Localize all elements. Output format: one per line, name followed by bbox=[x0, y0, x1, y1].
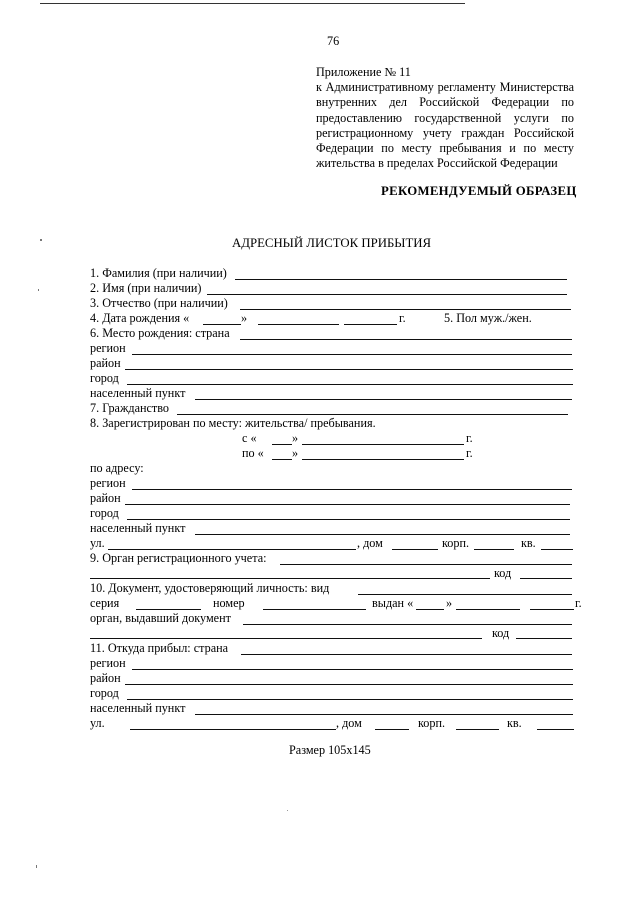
size-note: Размер 105х145 bbox=[289, 743, 371, 757]
label-to: по « bbox=[242, 446, 264, 460]
year-suffix: г. bbox=[466, 431, 473, 445]
field-line-settlement[interactable] bbox=[195, 399, 572, 400]
field-line-issuer-2[interactable] bbox=[90, 638, 482, 639]
field-line-name[interactable] bbox=[207, 294, 567, 295]
field-label-code: код bbox=[492, 626, 510, 640]
annex-line: к Административному регламенту Министерства bbox=[316, 80, 574, 95]
page-number: 76 bbox=[327, 34, 340, 48]
field-line-district[interactable] bbox=[125, 369, 573, 370]
field-label-surname: 1. Фамилия (при наличии) bbox=[90, 266, 227, 280]
form-title: АДРЕСНЫЙ ЛИСТОК ПРИБЫТИЯ bbox=[232, 236, 432, 250]
scan-speck bbox=[40, 239, 42, 241]
field-label-street: ул. bbox=[90, 716, 105, 730]
field-label-birth-country: 6. Место рождения: страна bbox=[90, 326, 230, 340]
field-line-from-month-year[interactable] bbox=[302, 444, 464, 445]
field-line-arr-street[interactable] bbox=[130, 729, 336, 730]
quote-close: » bbox=[446, 596, 453, 610]
recommended-sample-heading: РЕКОМЕНДУЕМЫЙ ОБРАЗЕЦ bbox=[381, 184, 577, 198]
field-line-reg-street[interactable] bbox=[108, 549, 356, 550]
field-label-region: регион bbox=[90, 656, 126, 670]
annex-line: внутренних дел Российской Федерации по bbox=[316, 95, 574, 110]
field-line-reg-house[interactable] bbox=[392, 549, 438, 550]
field-label-building: корп. bbox=[418, 716, 446, 730]
annex-block bbox=[316, 65, 574, 171]
field-label-settlement: населенный пункт bbox=[90, 386, 186, 400]
field-line-doc-number[interactable] bbox=[263, 609, 366, 610]
field-label-city: город bbox=[90, 371, 119, 385]
field-label-identity-doc: 10. Документ, удостоверяющий личность: вид bbox=[90, 581, 330, 595]
field-line-arr-building[interactable] bbox=[456, 729, 499, 730]
field-label-region: регион bbox=[90, 341, 126, 355]
field-line-patronymic[interactable] bbox=[240, 309, 571, 310]
field-line-reg-building[interactable] bbox=[474, 549, 514, 550]
field-line-reg-district[interactable] bbox=[125, 504, 570, 505]
annex-title: Приложение № 11 bbox=[316, 65, 411, 79]
year-suffix: г. bbox=[399, 311, 406, 325]
label-by-address: по адресу: bbox=[90, 461, 144, 475]
field-line-from-day[interactable] bbox=[272, 444, 292, 445]
field-label-gender: 5. Пол муж./жен. bbox=[444, 311, 532, 325]
annex-line: Федерации по месту пребывания и по месту bbox=[316, 141, 574, 156]
field-label-registered: 8. Зарегистрирован по месту: жительства/ пребывания. bbox=[90, 416, 376, 430]
quote-close: » bbox=[292, 431, 299, 445]
field-label-arrived-country: 11. Откуда прибыл: страна bbox=[90, 641, 229, 655]
field-line-identity-doc-type[interactable] bbox=[358, 594, 572, 595]
field-line-arr-district[interactable] bbox=[125, 684, 573, 685]
field-line-reg-apartment[interactable] bbox=[541, 549, 573, 550]
field-line-reg-city[interactable] bbox=[127, 519, 570, 520]
field-line-birth-year[interactable] bbox=[344, 324, 397, 325]
field-label-house: , дом bbox=[336, 716, 362, 730]
field-line-reg-region[interactable] bbox=[132, 489, 572, 490]
field-line-arr-house[interactable] bbox=[375, 729, 409, 730]
field-label-district: район bbox=[90, 356, 121, 370]
field-line-issuer[interactable] bbox=[243, 624, 572, 625]
year-suffix: г. bbox=[575, 596, 582, 610]
scan-speck bbox=[287, 810, 288, 811]
annex-line: жительства в пределах Российской Федерации bbox=[316, 156, 558, 171]
field-label-city: город bbox=[90, 686, 119, 700]
field-label-patronymic: 3. Отчество (при наличии) bbox=[90, 296, 228, 310]
field-label-region: регион bbox=[90, 476, 126, 490]
quote-close: » bbox=[292, 446, 299, 460]
label-from: с « bbox=[242, 431, 257, 445]
field-line-citizenship[interactable] bbox=[177, 414, 568, 415]
field-label-building: корп. bbox=[442, 536, 470, 550]
field-label-district: район bbox=[90, 671, 121, 685]
field-line-reg-authority-2[interactable] bbox=[90, 578, 490, 579]
field-label-apartment: кв. bbox=[521, 536, 536, 550]
field-line-arrived-country[interactable] bbox=[241, 654, 572, 655]
field-line-reg-settlement[interactable] bbox=[195, 534, 570, 535]
field-line-region[interactable] bbox=[132, 354, 572, 355]
annex-line: предоставлению государственной услуги по bbox=[316, 110, 574, 125]
field-label-district: район bbox=[90, 491, 121, 505]
field-line-issuer-code[interactable] bbox=[516, 638, 572, 639]
field-label-settlement: населенный пункт bbox=[90, 521, 186, 535]
field-line-doc-series[interactable] bbox=[136, 609, 201, 610]
field-line-birth-day[interactable] bbox=[203, 324, 241, 325]
field-label-citizenship: 7. Гражданство bbox=[90, 401, 170, 415]
field-label-series: серия bbox=[90, 596, 120, 610]
scan-speck bbox=[38, 289, 39, 291]
quote-close: » bbox=[241, 311, 248, 325]
field-line-to-month-year[interactable] bbox=[302, 459, 464, 460]
field-line-issued-month[interactable] bbox=[456, 609, 520, 610]
field-line-arr-city[interactable] bbox=[127, 699, 573, 700]
field-line-birth-month[interactable] bbox=[258, 324, 339, 325]
field-line-arr-apartment[interactable] bbox=[537, 729, 574, 730]
field-line-city[interactable] bbox=[127, 384, 573, 385]
field-label-birth-date: 4. Дата рождения « bbox=[90, 311, 190, 325]
scan-edge-line bbox=[40, 3, 465, 4]
field-line-to-day[interactable] bbox=[272, 459, 292, 460]
field-line-issued-year[interactable] bbox=[530, 609, 574, 610]
field-label-settlement: населенный пункт bbox=[90, 701, 186, 715]
annex-line: регистрационному учету граждан Российской bbox=[316, 125, 574, 140]
scan-speck bbox=[36, 865, 37, 868]
field-label-code: код bbox=[494, 566, 512, 580]
field-label-house: , дом bbox=[357, 536, 383, 550]
field-line-reg-authority[interactable] bbox=[280, 564, 572, 565]
field-label-reg-authority: 9. Орган регистрационного учета: bbox=[90, 551, 267, 565]
field-line-birth-country[interactable] bbox=[240, 339, 572, 340]
field-label-name: 2. Имя (при наличии) bbox=[90, 281, 202, 295]
year-suffix: г. bbox=[466, 446, 473, 460]
field-label-street: ул. bbox=[90, 536, 105, 550]
field-label-issued: выдан « bbox=[372, 596, 414, 610]
field-label-apartment: кв. bbox=[507, 716, 522, 730]
field-label-number: номер bbox=[213, 596, 245, 610]
field-label-issuer: орган, выдавший документ bbox=[90, 611, 231, 625]
field-line-issued-day[interactable] bbox=[416, 609, 444, 610]
field-line-reg-authority-code[interactable] bbox=[520, 578, 572, 579]
field-label-city: город bbox=[90, 506, 119, 520]
field-line-arr-settlement[interactable] bbox=[195, 714, 573, 715]
field-line-surname[interactable] bbox=[235, 279, 567, 280]
field-line-arr-region[interactable] bbox=[132, 669, 573, 670]
